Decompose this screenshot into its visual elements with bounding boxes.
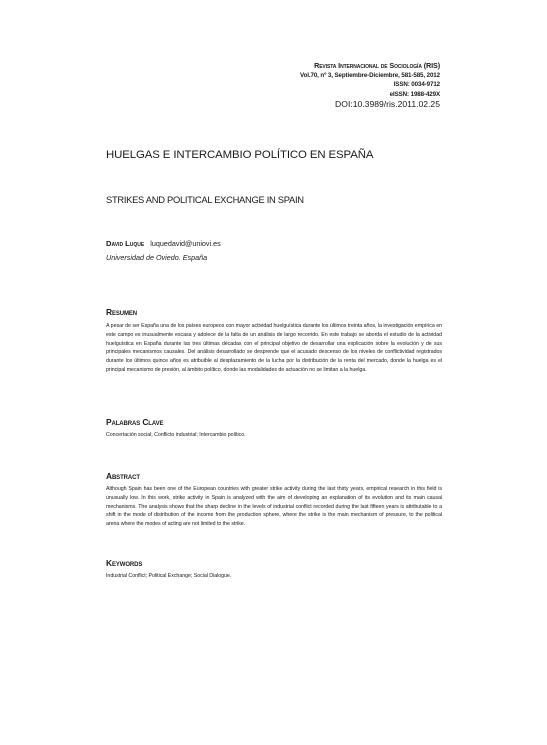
- article-title-english: STRIKES AND POLITICAL EXCHANGE IN SPAIN: [106, 194, 304, 205]
- journal-name: Revista Internacional de Sociología (RIS): [314, 61, 440, 70]
- keywords-heading: Keywords: [106, 558, 143, 568]
- resumen-text: A pesar de ser España una de los países europeos con mayor actividad huelguística durante los últimos treinta años, la investigación empírica en este campo es inusualmente escasa y adolece de la falta de un análisis de largo recorrido. En este trabajo se aborda el estudio de la actividad huelguística en España durante las tres últimas décadas con el principal objetivo de desarrollar una explicación sobre la evolución y de sus principales mecanismos causales. Del análisis desarrollado se desprende que el acusado descenso de los niveles de conflictividad registrados durante los últimos quince años es atribuible al desplazamiento de la lucha por la distribución de la renta del mercado, donde la huelga es el principal mecanismo de presión, al ámbito político, donde las modalidades de actuación no se limitan a la huelga.: [106, 323, 442, 373]
- author-email: luquedavid@uniovi.es: [150, 239, 221, 248]
- journal-eissn: eISSN: 1988-429X: [389, 90, 440, 98]
- abstract-text: Although Spain has been one of the European countries with greater strike activity during the last thirty years, empirical research in this field is unusually low. In this work, strike activity in Spain is analyzed with the aim of developing an explanation of its evolution and its main causal mechanisms. The analysis shows that the sharp decline in the levels of industrial conflict recorded during the last fifteen years is attributable to a shift in the mode of distribution of the income from the production sphere, where the strike is the main mechanism of pressure, to the political arena where the modes of acting are not limited to the strike.: [106, 486, 442, 527]
- journal-header: [180, 61, 440, 110]
- author-name: David Luque: [106, 239, 145, 248]
- abstract-heading: Abstract: [106, 471, 140, 481]
- article-title-spanish: HUELGAS E INTERCAMBIO POLÍTICO EN ESPAÑA: [106, 149, 374, 161]
- keywords-text: Industrial Conflict; Political Exchange; Social Dialogue.: [106, 573, 232, 579]
- author-line: [106, 239, 221, 248]
- journal-issn: ISSN: 0034-9712: [393, 81, 440, 89]
- author-affiliation: Universidad de Oviedo. España: [106, 253, 208, 262]
- resumen-heading: Resumen: [106, 307, 138, 317]
- palabras-clave-text: Concertación social; Conflicto industrial; Intercambio político.: [106, 432, 246, 438]
- palabras-clave-heading: Palabras Clave: [106, 417, 164, 427]
- journal-issue: Vol.70, nº 3, Septiembre-Diciembre, 581-585, 2012: [300, 71, 440, 79]
- journal-doi: DOI:10.3989/ris.2011.02.25: [335, 99, 440, 110]
